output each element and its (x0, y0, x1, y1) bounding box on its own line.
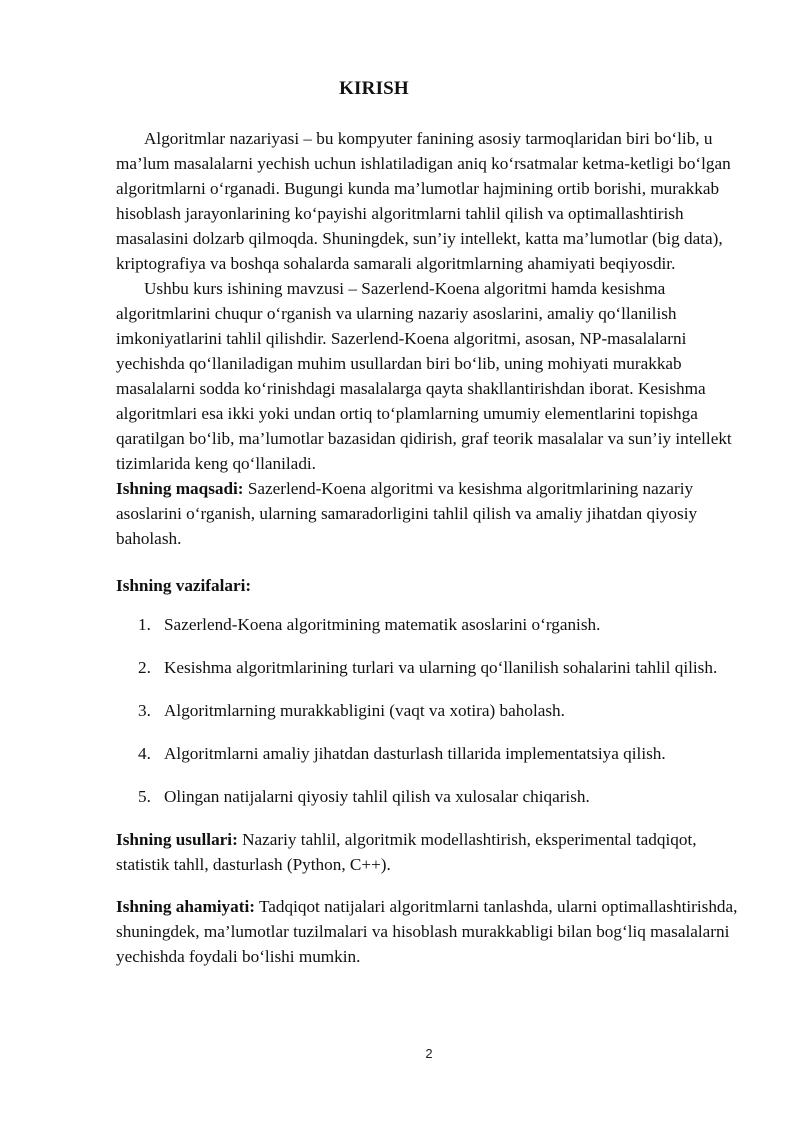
importance-text: Tadqiqot natijalari algoritmlarni tanlashda, ularni optimallashtirishda, shuningdek, ma’lumotlar tuzilmalari va hisoblash murakkabligi bilan bog‘liq masalalarni yechishda foydali bo‘lishi mumkin. (116, 897, 738, 966)
list-item-text: Olingan natijalarni qiyosiy tahlil qilish va xulosalar chiqarish. (164, 787, 590, 806)
page-number: 2 (425, 1046, 433, 1061)
list-item-number: 2. (138, 658, 151, 677)
list-item (116, 741, 742, 766)
importance-label: Ishning ahamiyati: (116, 897, 255, 916)
list-item-text: Algoritmlarning murakkabligini (vaqt va xotira) baholash. (164, 701, 565, 720)
list-item-number: 4. (138, 744, 151, 763)
methods-text: Nazariy tahlil, algoritmik modellashtirish, eksperimental tadqiqot, statistik tahll, dasturlash (Python, C++). (116, 830, 697, 874)
goal-label: Ishning maqsadi: (116, 479, 244, 498)
list-item (116, 698, 742, 723)
methods-label: Ishning usullari: (116, 830, 238, 849)
list-item-number: 1. (138, 615, 151, 634)
list-item-text: Sazerlend-Koena algoritmining matematik asoslarini o‘rganish. (164, 615, 601, 634)
goal-text: Sazerlend-Koena algoritmi va kesishma algoritmlarining nazariy asoslarini o‘rganish, ularning samaradorligini tahlil qilish va amaliy jihatdan qiyosiy baholash. (116, 479, 698, 548)
tasks-list (116, 612, 742, 809)
list-item-text: Algoritmlarni amaliy jihatdan dasturlash tillarida implementatsiya qilish. (164, 744, 666, 763)
importance-paragraph (116, 894, 742, 969)
tasks-heading: Ishning vazifalari: (116, 576, 252, 595)
methods-paragraph (116, 827, 742, 877)
list-item (116, 784, 742, 809)
goal-paragraph (116, 476, 742, 551)
list-item-number: 3. (138, 701, 151, 720)
list-item-number: 5. (138, 787, 151, 806)
section-heading: KIRISH (339, 78, 409, 99)
intro-paragraph-1: Algoritmlar nazariyasi – bu kompyuter fanining asosiy tarmoqlaridan biri bo‘lib, u ma’lum masalalarni yechish uchun ishlatiladigan aniq ko‘rsatmalar ketma-ketligi bo‘lgan algoritmlarni o‘rganadi. Bugungi kunda ma’lumotlar hajmining ortib borishi, murakkab hisoblash jarayonlarining ko‘payishi algoritmlarni tahlil qilish va optimallashtirish masalasini dolzarb qilmoqda. Shuningdek, sun’iy intellekt, katta ma’lumotlar (big data), kriptografiya va boshqa sohalarda samarali algoritmlarning ahamiyati beqiyosdir. (116, 129, 731, 273)
list-item (116, 612, 742, 637)
list-item (116, 655, 742, 680)
intro-paragraph-2: Ushbu kurs ishining mavzusi – Sazerlend-Koena algoritmi hamda kesishma algoritmlarini chuqur o‘rganish va ularning nazariy asoslarini, amaliy qo‘llanilish imkoniyatlarini tahlil qilishdir. Sazerlend-Koena algoritmi, asosan, NP-masalalarni yechishda qo‘llaniladigan muhim usullardan biri bo‘lib, uning mohiyati murakkab masalalarni sodda ko‘rinishdagi masalalarga qayta shakllantirishdan iborat. Kesishma algoritmlari esa ikki yoki undan ortiq to‘plamlarning umumiy elementlarini topishga qaratilgan bo‘lib, ma’lumotlar bazasidan qidirish, graf teorik masalalar va sun’iy intellekt tizimlarida keng qo‘llaniladi. (116, 279, 732, 473)
list-item-text: Kesishma algoritmlarining turlari va ularning qo‘llanilish sohalarini tahlil qilish. (164, 658, 718, 677)
document-body (116, 126, 742, 969)
